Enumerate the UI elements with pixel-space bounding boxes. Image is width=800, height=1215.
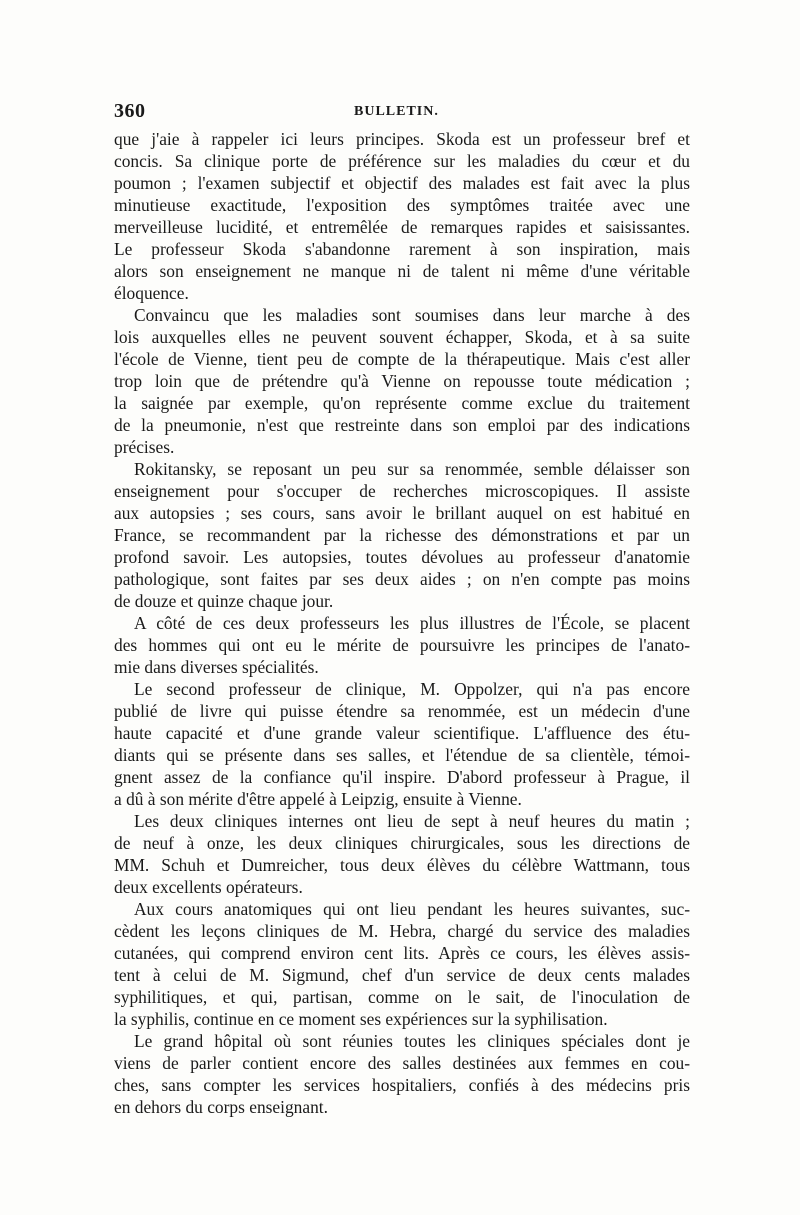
text-line: aux autopsies ; ses cours, sans avoir le brillant auquel on est habitué en [114,503,690,523]
text-line: de douze et quinze chaque jour. [114,591,334,611]
text-line: Les deux cliniques internes ont lieu de sept à neuf heures du matin ; [134,811,690,831]
text-line: précises. [114,437,175,457]
text-line: haute capacité et d'une grande valeur scientifique. L'affluence des étu- [114,723,690,743]
text-line: cèdent les leçons cliniques de M. Hebra, chargé du service des maladies [114,921,690,941]
text-line: Convaincu que les maladies sont soumises dans leur marche à des [134,305,690,325]
text-line: de la pneumonie, n'est que restreinte dans son emploi par des indications [114,415,690,435]
page-number: 360 [114,100,146,122]
text-line: A côté de ces deux professeurs les plus illustres de l'École, se placent [134,613,690,633]
text-line: lois auxquelles elles ne peuvent souvent échapper, Skoda, et à sa suite [114,327,690,347]
text-line: ches, sans compter les services hospitaliers, confiés à des médecins pris [114,1075,690,1095]
text-line: cutanées, qui comprend environ cent lits. Après ce cours, les élèves assis- [114,943,690,963]
text-line: alors son enseignement ne manque ni de talent ni même d'une véritable [114,261,690,281]
text-line: viens de parler contient encore des salles destinées aux femmes en cou- [114,1053,690,1073]
text-line: enseignement pour s'occuper de recherches microscopiques. Il assiste [114,481,690,501]
text-line: merveilleuse lucidité, et entremêlée de remarques rapides et saisissantes. [114,217,690,237]
text-line: la syphilis, continue en ce moment ses expériences sur la syphilisation. [114,1009,608,1029]
text-line: en dehors du corps enseignant. [114,1097,328,1117]
text-line: pathologique, sont faites par ses deux aides ; on n'en compte pas moins [114,569,690,589]
body-text [114,128,690,1118]
text-line: mie dans diverses spécialités. [114,657,319,677]
text-line: MM. Schuh et Dumreicher, tous deux élèves du célèbre Wattmann, tous [114,855,690,875]
text-line: publié de livre qui puisse étendre sa renommée, est un médecin d'une [114,701,690,721]
text-line: Le grand hôpital où sont réunies toutes les cliniques spéciales dont je [134,1031,690,1051]
text-line: Aux cours anatomiques qui ont lieu pendant les heures suivantes, suc- [134,899,690,919]
text-line: profond savoir. Les autopsies, toutes dévolues au professeur d'anatomie [114,547,690,567]
text-line: de neuf à onze, les deux cliniques chirurgicales, sous les directions de [114,833,690,853]
text-line: gnent assez de la confiance qu'il inspire. D'abord professeur à Prague, il [114,767,690,787]
text-line: a dû à son mérite d'être appelé à Leipzig, ensuite à Vienne. [114,789,522,809]
text-line: la saignée par exemple, qu'on représente comme exclue du traitement [114,393,690,413]
text-line: trop loin que de prétendre qu'à Vienne on repousse toute médication ; [114,371,690,391]
text-line: deux excellents opérateurs. [114,877,303,897]
text-line: poumon ; l'examen subjectif et objectif des malades est fait avec la plus [114,173,690,193]
text-line: concis. Sa clinique porte de préférence sur les maladies du cœur et du [114,151,690,171]
text-line: diants qui se présente dans ses salles, et l'étendue de sa clientèle, témoi- [114,745,690,765]
text-line: des hommes qui ont eu le mérite de poursuivre les principes de l'anato- [114,635,690,655]
text-line: éloquence. [114,283,189,303]
text-line: l'école de Vienne, tient peu de compte de la thérapeutique. Mais c'est aller [114,349,690,369]
text-line: Le second professeur de clinique, M. Oppolzer, qui n'a pas encore [134,679,690,699]
running-title: BULLETIN. [354,104,439,119]
text-line: que j'aie à rappeler ici leurs principes. Skoda est un professeur bref et [114,129,690,149]
running-head [114,100,690,124]
text-line: Rokitansky, se reposant un peu sur sa renommée, semble délaisser son [134,459,690,479]
text-line: syphilitiques, et qui, partisan, comme on le sait, de l'inoculation de [114,987,690,1007]
text-line: Le professeur Skoda s'abandonne rarement à son inspiration, mais [114,239,690,259]
text-line: tent à celui de M. Sigmund, chef d'un service de deux cents malades [114,965,690,985]
text-line: France, se recommandent par la richesse des démonstrations et par un [114,525,690,545]
text-line: minutieuse exactitude, l'exposition des symptômes traitée avec une [114,195,690,215]
